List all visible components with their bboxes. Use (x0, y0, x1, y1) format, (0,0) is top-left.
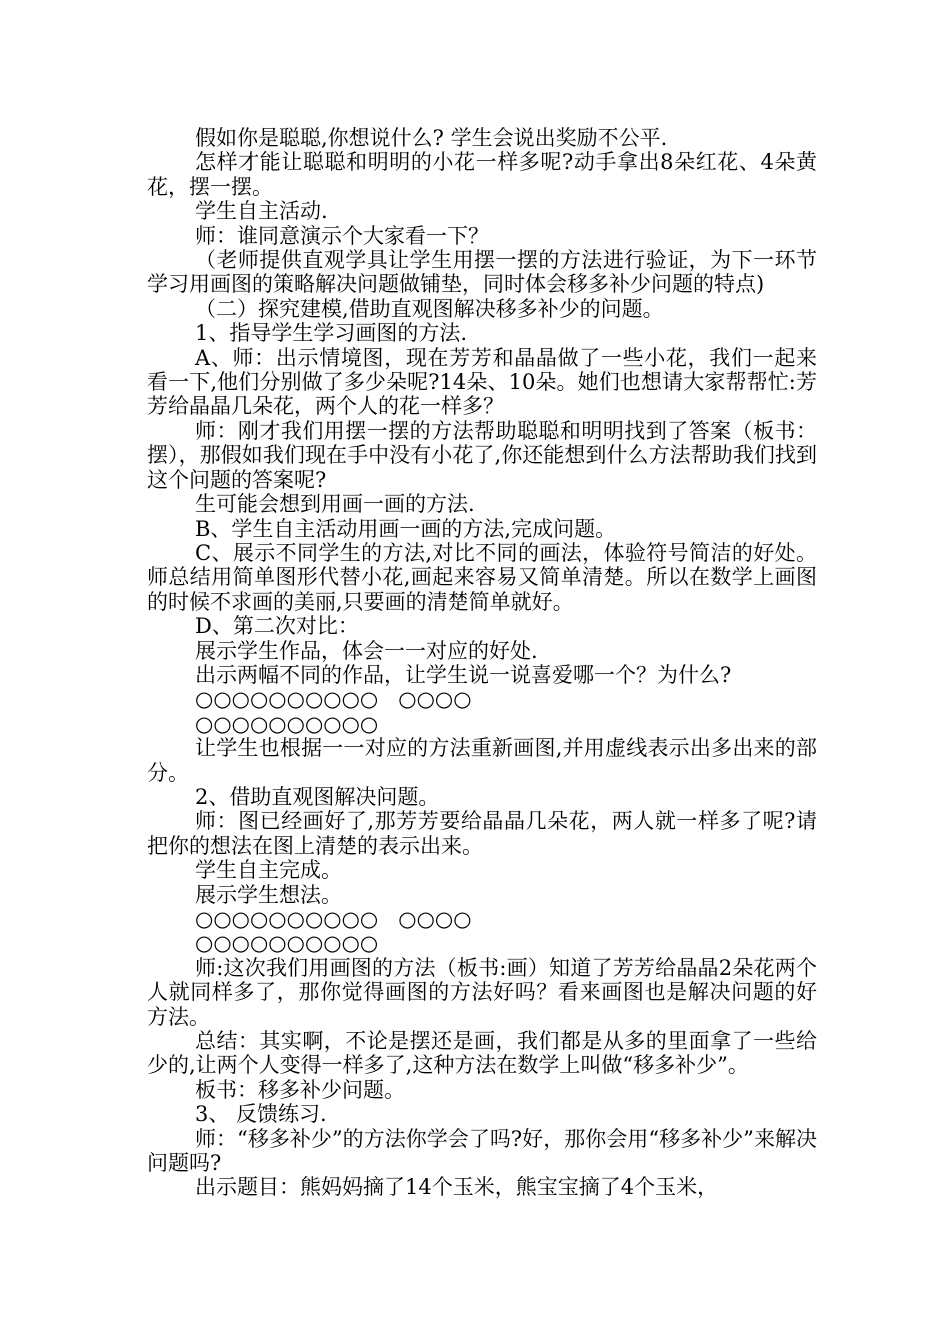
section-heading: （二）探究建模,借助直观图解决移多补少的问题。 (195, 296, 664, 321)
paragraph: 师：刚才我们用摆一摆的方法帮助聪聪和明明找到了答案（板书：摆），那假如我们现在手中没有小花了,你还能想到什么方法帮助我们找到这个问题的答案呢? (147, 418, 817, 492)
paragraph: 假如你是聪聪,你想说什么? 学生会说出奖励不公平. (195, 126, 668, 150)
circle-diagram-row: ○○○○○○○○○○ ○○○○ (195, 687, 472, 712)
paragraph: 展示学生作品，体会一一对应的好处. (195, 638, 538, 663)
paragraph: （老师提供直观学具让学生用摆一摆的方法进行验证，为下一环节学习用画图的策略解决问题做铺垫，同时体会移多补少问题的特点) (147, 248, 817, 297)
paragraph: 学生自主完成。 (195, 858, 342, 883)
paragraph: 学生自主活动. (195, 199, 328, 224)
paragraph: 出示两幅不同的作品，让学生说一说喜爱哪一个？为什么? (195, 662, 732, 687)
document-body (147, 126, 817, 1200)
paragraph: 板书：移多补少问题。 (195, 1077, 405, 1102)
paragraph: 3、 反馈练习. (195, 1102, 327, 1127)
paragraph: 展示学生想法。 (195, 882, 342, 907)
paragraph: 1、指导学生学习画图的方法. (195, 321, 468, 346)
paragraph: 总结：其实啊，不论是摆还是画，我们都是从多的里面拿了一些给少的,让两个人变得一样多了,这种方法在数学上叫做“移多补少”。 (147, 1029, 817, 1078)
paragraph: 让学生也根据一一对应的方法重新画图,并用虚线表示出多出来的部分。 (147, 736, 817, 785)
paragraph: 怎样才能让聪聪和明明的小花一样多呢?动手拿出8朵红花、4朵黄花，摆一摆。 (147, 150, 817, 199)
circle-diagram-row: ○○○○○○○○○○ ○○○○ (195, 907, 472, 931)
paragraph: 出示题目：熊妈妈摘了14个玉米，熊宝宝摘了4个玉米， (195, 1175, 719, 1200)
circle-diagram-row: ○○○○○○○○○○ (195, 931, 379, 956)
paragraph: 师：谁同意演示个大家看一下？ (195, 223, 489, 248)
paragraph: D、第二次对比： (195, 614, 359, 639)
circle-diagram-row: ○○○○○○○○○○ (195, 711, 379, 736)
paragraph: 师:这次我们用画图的方法（板书:画）知道了芳芳给晶晶2朵花两个人就同样多了，那你觉得画图的方法好吗？看来画图也是解决问题的好方法。 (147, 955, 817, 1029)
paragraph: A、师：出示情境图，现在芳芳和晶晶做了一些小花，我们一起来看一下,他们分别做了多少朵呢?14朵、10朵。她们也想请大家帮帮忙:芳芳给晶晶几朵花，两个人的花一样多？ (147, 345, 817, 419)
paragraph: 2、借助直观图解决问题。 (195, 784, 440, 809)
paragraph: B、学生自主活动用画一画的方法,完成问题。 (195, 516, 617, 541)
paragraph: 师：图已经画好了,那芳芳要给晶晶几朵花，两人就一样多了呢?请把你的想法在图上清楚的表示出来。 (147, 809, 817, 858)
paragraph: C、展示不同学生的方法,对比不同的画法，体验符号简洁的好处。师总结用简单图形代替小花,画起来容易又简单清楚。所以在数学上画图的时候不求画的美丽,只要画的清楚简单就好。 (147, 540, 817, 614)
paragraph: 生可能会想到用画一画的方法. (195, 492, 475, 517)
paragraph: 师：“移多补少”的方法你学会了吗?好，那你会用“移多补少”来解决问题吗? (147, 1126, 817, 1176)
